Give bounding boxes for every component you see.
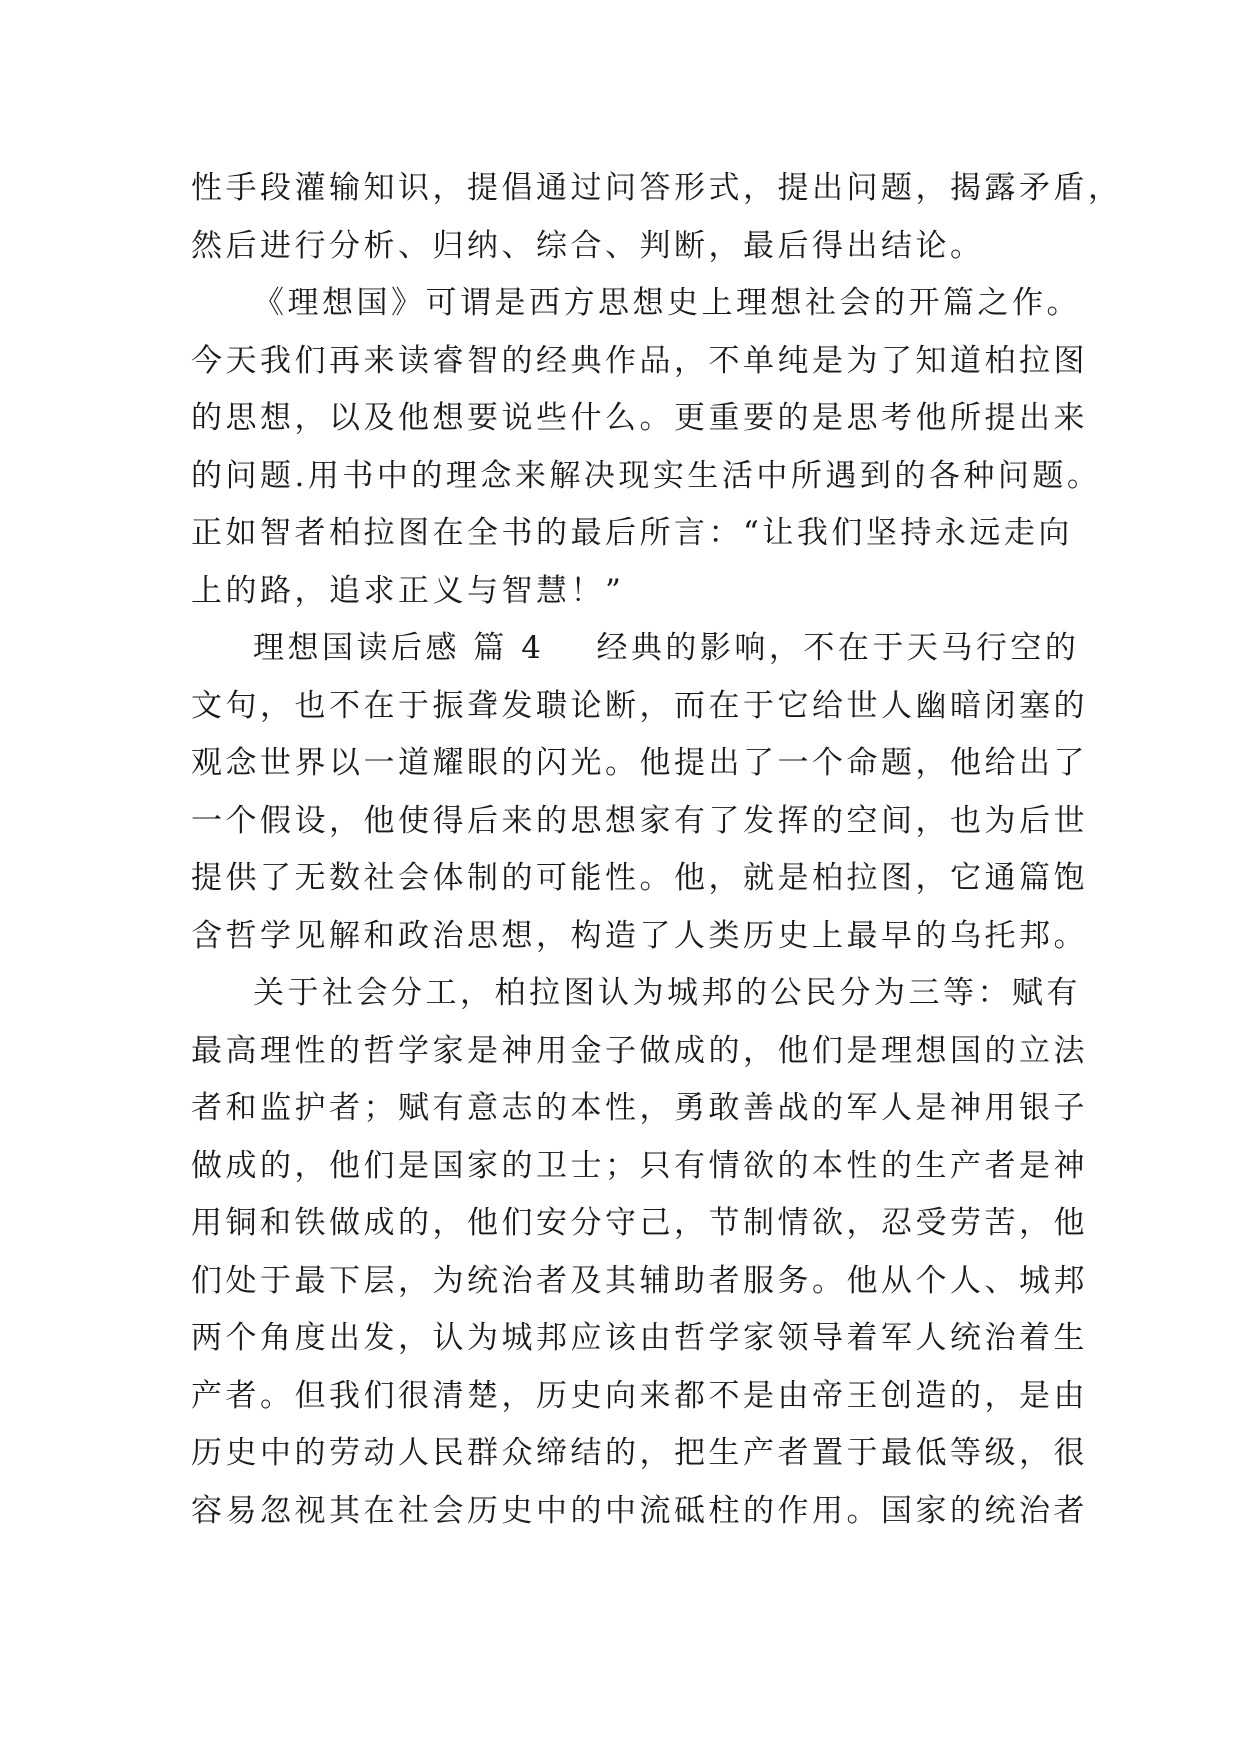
text-line: 《理想国》可谓是西方思想史上理想社会的开篇之作。 [253,285,1081,321]
text-line: 正如智者柏拉图在全书的最后所言：“让我们坚持永远走向 [191,515,1073,551]
text-line: 经典的影响，不在于天马行空的 [596,630,1080,666]
text-line: 者和监护者；赋有意志的本性，勇敢善战的军人是神用银子 [191,1090,1088,1126]
text-line: 关于社会分工，柏拉图认为城邦的公民分为三等：赋有 [253,975,1081,1011]
text-line: 含哲学见解和政治思想，构造了人类历史上最早的乌托邦。 [191,917,1088,954]
text-line: 的问题.用书中的理念来解决现实生活中所遇到的各种问题。 [191,457,1102,494]
text-line: 一个假设，他使得后来的思想家有了发挥的空间，也为后世 [191,802,1088,839]
text-line: 性手段灌输知识，提倡通过问答形式，提出问题，揭露矛盾， [191,170,1123,206]
text-line: 今天我们再来读睿智的经典作品，不单纯是为了知道柏拉图 [191,342,1088,379]
text-line: 然后进行分析、归纳、综合、判断，最后得出结论。 [191,227,985,264]
text-line: 文句，也不在于振聋发聩论断，而在于它给世人幽暗闭塞的 [191,687,1088,724]
text-line: 提供了无数社会体制的可能性。他，就是柏拉图，它通篇饱 [191,860,1088,896]
text-line: 用铜和铁做成的，他们安分守己，节制情欲，忍受劳苦，他 [191,1205,1088,1241]
section-heading: 理想国读后感 篇 4 [253,630,545,666]
text-line: 历史中的劳动人民群众缔结的，把生产者置于最低等级，很 [191,1435,1088,1471]
section-heading-line [191,620,1080,678]
text-line: 上的路，追求正义与智慧！” [191,572,625,609]
text-line: 容易忽视其在社会历史中的中流砥柱的作用。国家的统治者 [191,1492,1088,1529]
text-line: 的思想，以及他想要说些什么。更重要的是思考他所提出来 [191,400,1088,436]
text-line: 做成的，他们是国家的卫士；只有情欲的本性的生产者是神 [191,1147,1088,1184]
text-line: 两个角度出发，认为城邦应该由哲学家领导着军人统治着生 [191,1320,1088,1356]
text-line: 们处于最下层，为统治者及其辅助者服务。他从个人、城邦 [191,1262,1088,1299]
document-body [191,160,1123,1540]
text-line: 产者。但我们很清楚，历史向来都不是由帝王创造的，是由 [191,1377,1088,1414]
text-line: 最高理性的哲学家是神用金子做成的，他们是理想国的立法 [191,1032,1088,1069]
text-line: 观念世界以一道耀眼的闪光。他提出了一个命题，他给出了 [191,745,1088,781]
